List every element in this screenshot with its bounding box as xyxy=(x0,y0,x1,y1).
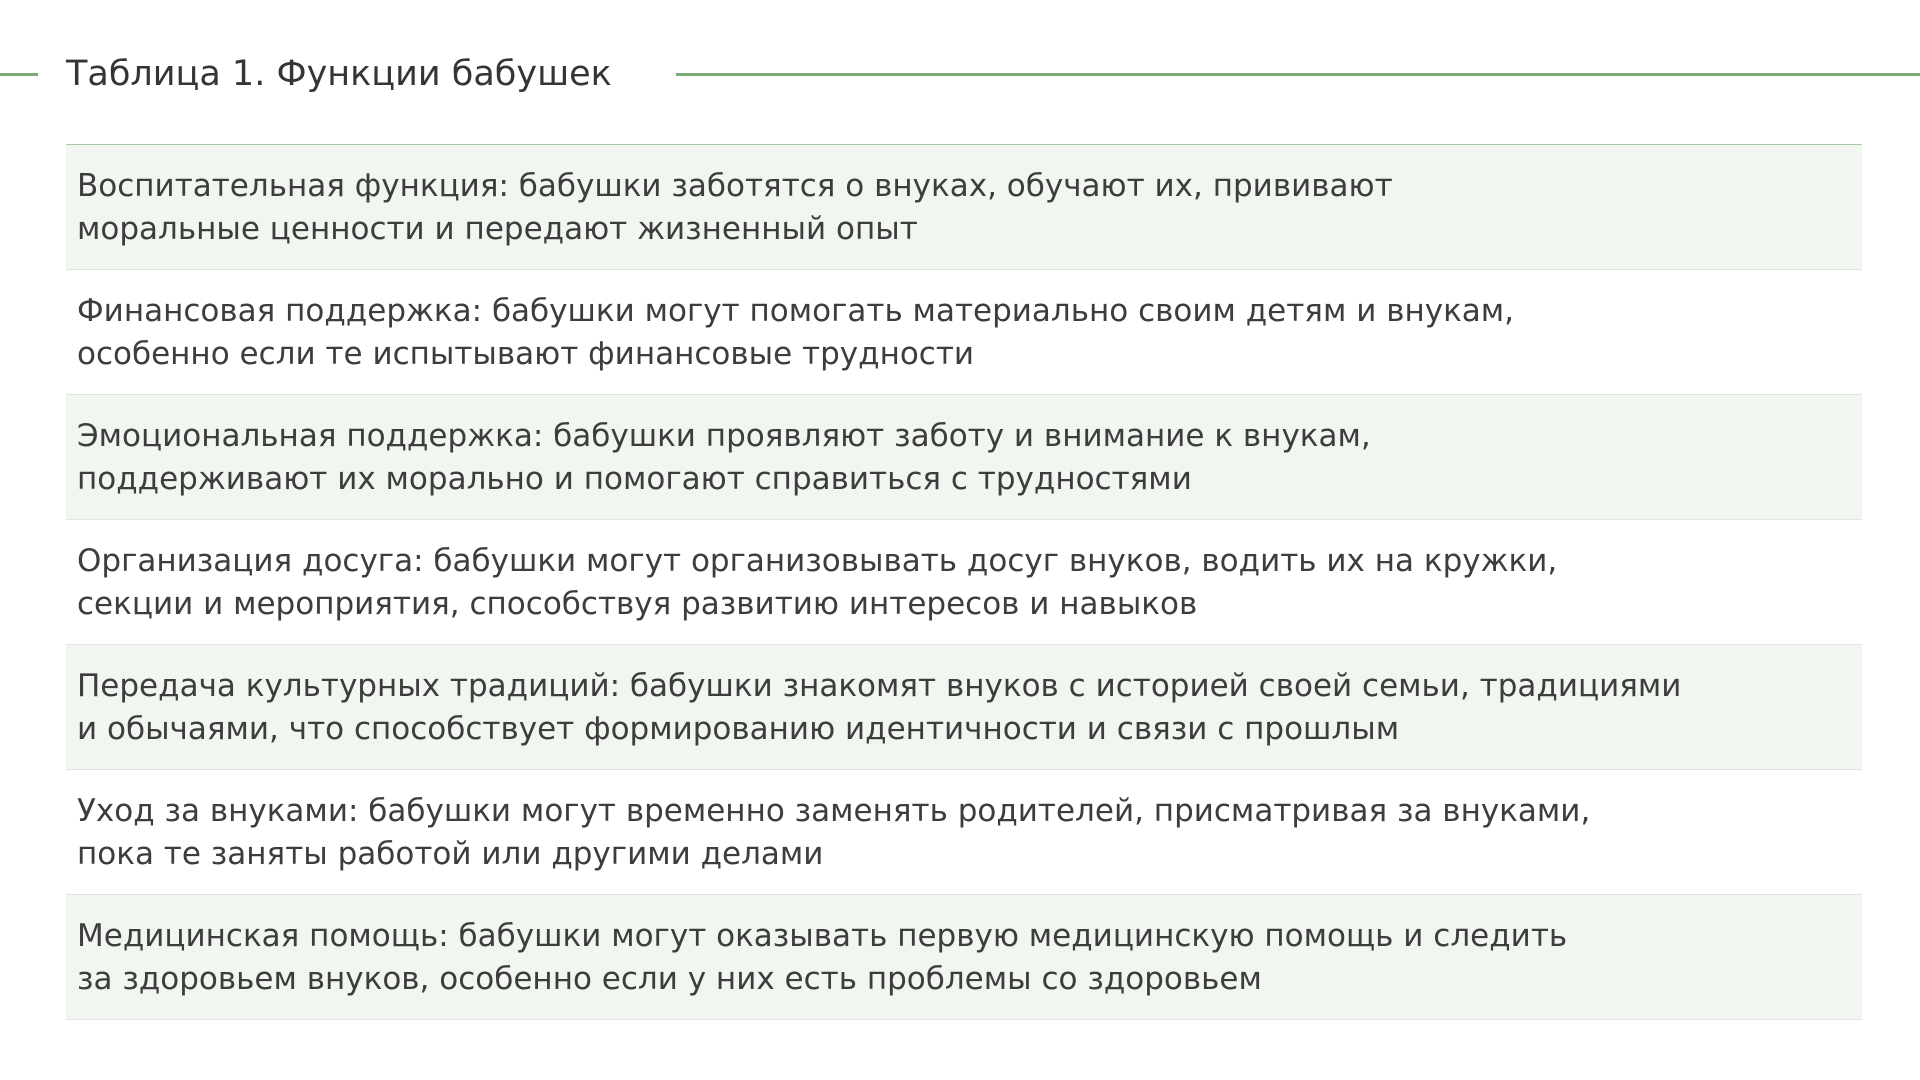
table-row xyxy=(66,520,1862,645)
title-rule-left xyxy=(0,73,38,76)
table-title: Таблица 1. Функции бабушек xyxy=(66,54,612,94)
row-text-line: Воспитательная функция: бабушки заботятся о внуках, обучают их, прививают xyxy=(77,168,1393,204)
table-row xyxy=(66,395,1862,520)
table-row xyxy=(66,770,1862,895)
functions-table xyxy=(66,144,1862,1020)
title-row xyxy=(0,40,1920,110)
table-row xyxy=(66,270,1862,395)
row-text-line: Передача культурных традиций: бабушки знакомят внуков с историей своей семьи, традициями xyxy=(77,668,1682,704)
row-text-line: и обычаями, что способствует формированию идентичности и связи с прошлым xyxy=(77,711,1400,747)
row-text-line: Финансовая поддержка: бабушки могут помогать материально своим детям и внукам, xyxy=(77,293,1515,329)
table-row xyxy=(66,145,1862,270)
row-text-line: поддерживают их морально и помогают справиться с трудностями xyxy=(77,461,1192,497)
row-text-line: пока те заняты работой или другими делами xyxy=(77,836,824,872)
row-text-line: Организация досуга: бабушки могут организовывать досуг внуков, водить их на кружки, xyxy=(77,543,1558,579)
row-text-line: Эмоциональная поддержка: бабушки проявляют заботу и внимание к внукам, xyxy=(77,418,1371,454)
row-text-line: за здоровьем внуков, особенно если у них есть проблемы со здоровьем xyxy=(77,961,1262,997)
title-rule-right xyxy=(676,73,1920,76)
row-text-line: секции и мероприятия, способствуя развитию интересов и навыков xyxy=(77,586,1198,622)
row-text-line: особенно если те испытывают финансовые трудности xyxy=(77,336,975,372)
row-text-line: моральные ценности и передают жизненный опыт xyxy=(77,211,918,247)
row-text-line: Медицинская помощь: бабушки могут оказывать первую медицинскую помощь и следить xyxy=(77,918,1568,954)
table-row xyxy=(66,895,1862,1020)
row-text-line: Уход за внуками: бабушки могут временно заменять родителей, присматривая за внуками, xyxy=(77,793,1591,829)
table-row xyxy=(66,645,1862,770)
